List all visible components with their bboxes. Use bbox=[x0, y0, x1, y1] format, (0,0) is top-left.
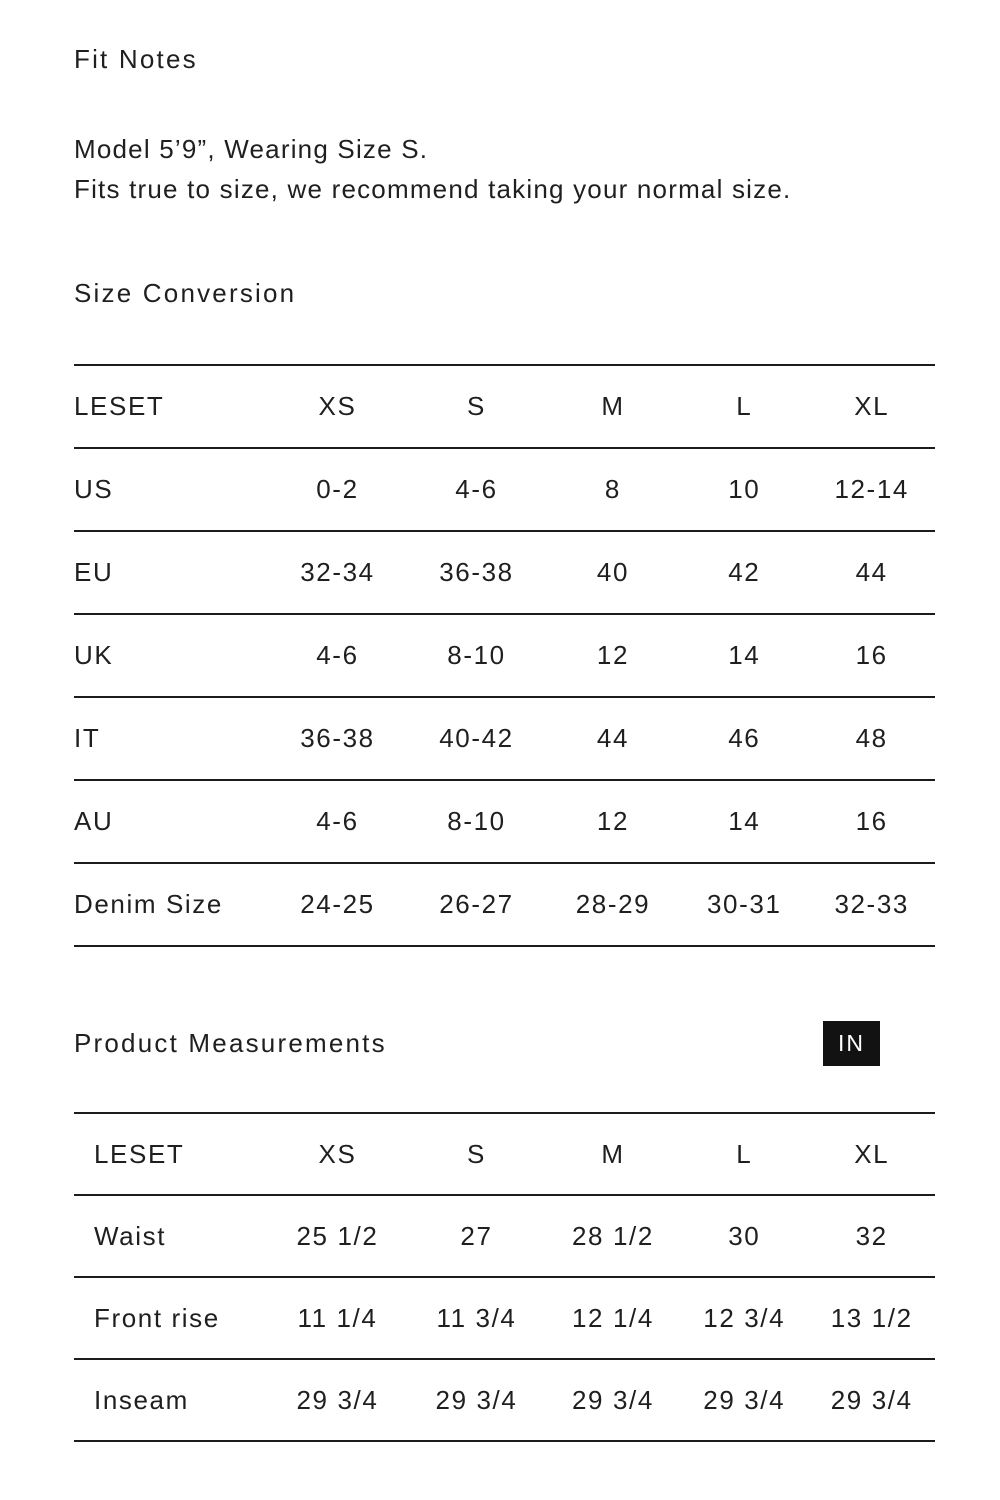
value-cell: 4-6 bbox=[455, 474, 498, 504]
value-cell: 27 bbox=[460, 1220, 493, 1251]
size-column-header: XS bbox=[318, 391, 357, 421]
size-column-header: XS bbox=[318, 1138, 357, 1169]
value-cell: 12 3/4 bbox=[703, 1302, 786, 1333]
value-cell: 12 bbox=[596, 640, 630, 670]
value-cell: 4-6 bbox=[316, 806, 359, 836]
value-cell: 30 bbox=[728, 1220, 761, 1251]
row-label: Inseam bbox=[94, 1384, 189, 1415]
value-cell: 16 bbox=[855, 640, 888, 670]
value-cell: 32-34 bbox=[300, 557, 375, 587]
table-row bbox=[74, 1195, 935, 1277]
value-cell: 29 3/4 bbox=[830, 1384, 913, 1415]
fit-notes-copy bbox=[74, 129, 935, 209]
size-column-header: XL bbox=[854, 1138, 890, 1169]
value-cell: 40-42 bbox=[439, 723, 514, 753]
value-cell: 32-33 bbox=[834, 889, 909, 919]
value-cell: 36-38 bbox=[300, 723, 375, 753]
value-cell: 30-31 bbox=[707, 889, 782, 919]
table-row bbox=[74, 1359, 935, 1441]
value-cell: 16 bbox=[855, 806, 888, 836]
fit-notes-line-recommendation: Fits true to size, we recommend taking your normal size. bbox=[74, 174, 792, 204]
table-row bbox=[74, 780, 935, 863]
header-row bbox=[74, 1113, 935, 1195]
row-label: EU bbox=[74, 557, 114, 587]
value-cell: 46 bbox=[728, 723, 761, 753]
value-cell: 13 1/2 bbox=[830, 1302, 913, 1333]
brand-header-cell: LESET bbox=[94, 1138, 185, 1169]
value-cell: 14 bbox=[728, 640, 761, 670]
size-column-header: L bbox=[736, 1138, 753, 1169]
value-cell: 36-38 bbox=[439, 557, 514, 587]
value-cell: 11 1/4 bbox=[297, 1302, 378, 1333]
size-column-header: L bbox=[736, 391, 753, 421]
product-measurements-title: Product Measurements bbox=[74, 1028, 387, 1058]
value-cell: 44 bbox=[855, 557, 888, 587]
table-row bbox=[74, 1277, 935, 1359]
value-cell: 10 bbox=[728, 474, 761, 504]
value-cell: 0-2 bbox=[316, 474, 359, 504]
value-cell: 28 1/2 bbox=[572, 1220, 654, 1251]
value-cell: 12-14 bbox=[834, 474, 909, 504]
value-cell: 11 3/4 bbox=[436, 1302, 517, 1333]
unit-toggle-inches-button[interactable]: IN bbox=[823, 1021, 880, 1066]
table-row bbox=[74, 697, 935, 780]
row-label: UK bbox=[74, 640, 114, 670]
value-cell: 24-25 bbox=[300, 889, 375, 919]
table-row bbox=[74, 863, 935, 946]
size-column-header: S bbox=[467, 391, 486, 421]
value-cell: 48 bbox=[855, 723, 888, 753]
value-cell: 42 bbox=[728, 557, 761, 587]
fit-notes-line-model: Model 5’9”, Wearing Size S. bbox=[74, 134, 429, 164]
value-cell: 29 3/4 bbox=[435, 1384, 518, 1415]
size-column-header: M bbox=[601, 1138, 625, 1169]
row-label: Front rise bbox=[94, 1302, 220, 1333]
value-cell: 29 3/4 bbox=[572, 1384, 654, 1415]
table-row bbox=[74, 614, 935, 697]
row-label: Waist bbox=[94, 1220, 167, 1251]
row-label: IT bbox=[74, 723, 101, 753]
value-cell: 32 bbox=[855, 1220, 888, 1251]
row-label: US bbox=[74, 474, 114, 504]
size-column-header: S bbox=[467, 1138, 486, 1169]
table-row bbox=[74, 448, 935, 531]
value-cell: 12 1/4 bbox=[572, 1302, 654, 1333]
value-cell: 25 1/2 bbox=[296, 1220, 379, 1251]
value-cell: 8-10 bbox=[447, 806, 506, 836]
value-cell: 29 3/4 bbox=[703, 1384, 786, 1415]
value-cell: 29 3/4 bbox=[296, 1384, 379, 1415]
value-cell: 28-29 bbox=[575, 889, 651, 919]
value-cell: 44 bbox=[596, 723, 630, 753]
value-cell: 4-6 bbox=[316, 640, 359, 670]
value-cell: 26-27 bbox=[439, 889, 514, 919]
value-cell: 12 bbox=[596, 806, 630, 836]
size-conversion-table bbox=[74, 364, 935, 947]
size-column-header: XL bbox=[854, 391, 890, 421]
value-cell: 40 bbox=[596, 557, 630, 587]
value-cell: 8-10 bbox=[447, 640, 506, 670]
product-measurements-table bbox=[74, 1112, 935, 1442]
size-conversion-title: Size Conversion bbox=[74, 278, 297, 308]
product-measurements-header-row bbox=[74, 1021, 935, 1066]
header-row bbox=[74, 365, 935, 448]
row-label: AU bbox=[74, 806, 114, 836]
row-label: Denim Size bbox=[74, 889, 223, 919]
value-cell: 8 bbox=[604, 474, 621, 504]
table-row bbox=[74, 531, 935, 614]
size-column-header: M bbox=[601, 391, 625, 421]
fit-notes-title: Fit Notes bbox=[74, 44, 198, 74]
brand-header-cell: LESET bbox=[74, 391, 165, 421]
value-cell: 14 bbox=[728, 806, 761, 836]
